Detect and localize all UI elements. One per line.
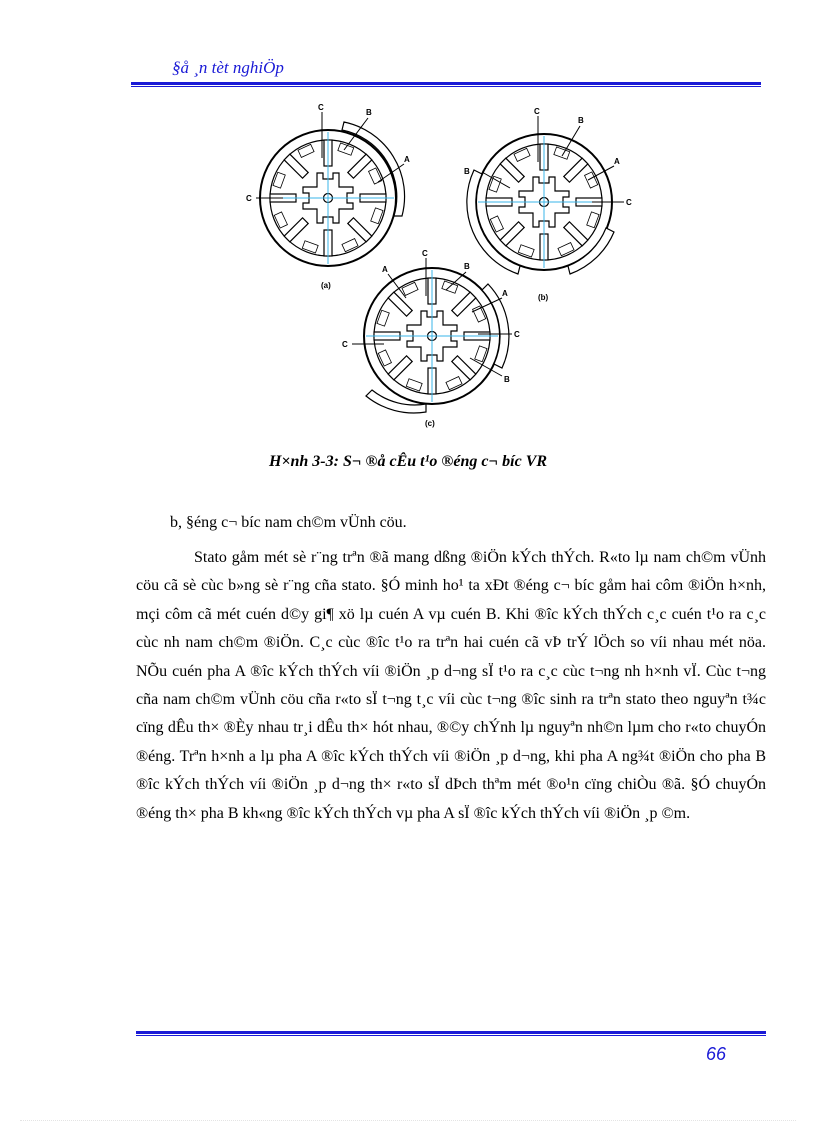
motor-c-label-c2: C bbox=[514, 330, 520, 339]
figure-caption: H×nh 3-3: S¬ ®å cÊu t¹o ®éng c¬ bíc VR bbox=[268, 453, 548, 470]
motor-c-label-a: A bbox=[382, 265, 388, 274]
motor-b-label-c2: C bbox=[626, 198, 632, 207]
motor-c-label-c3: C bbox=[342, 340, 348, 349]
motor-c-label-b2: B bbox=[504, 375, 510, 384]
motor-a bbox=[246, 103, 410, 290]
section-heading: b, §éng c¬ bíc nam ch©m vÜnh cöu. bbox=[170, 514, 407, 531]
motor-c-label-c1: C bbox=[422, 249, 428, 258]
motor-b-label-b2: B bbox=[464, 167, 470, 176]
body-paragraph: Stato gåm mét sè r¨ng trªn ®ã mang dßng ®iÖn kÝch thÝch. R«to lµ nam ch©m vÜnh cöu cã sè cùc b»ng sè r¨ng cña stato. §Ó minh ho¹ ta xÐt ®éng c¬ bíc gåm hai côm ®iÖn h×nh, mçi côm cã mét cuén d©y gi¶ xö lµ cuén A vµ cuén B. Khi ®îc kÝch thÝch c¸c cuén t¹o ra c¸c cùc nh nam ch©m ®iÖn. C¸c cùc ®îc t¹o ra trªn hai cuén cã vÞ trÝ lÖch so víi nhau mét nöa. NÕu cuén pha A ®îc kÝch thÝch víi ®iÖn ¸p d¬ng sÏ t¹o ra c¸c cùc t¬ng nh h×nh vÏ. Cùc t¬ng cña nam ch©m vÜnh cöu cña r«to sÏ t¬ng t¸c víi cùc t¬ng ®îc sinh ra trªn stato theo nguyªn t¾c cïng dÊu th× ®Èy nhau tr¸i dÊu th× hót nhau, ®©y chÝnh lµ nguyªn nh©n lµm cho r«to chuyÓn ®éng. Trªn h×nh a lµ pha A ®îc kÝch thÝch víi ®iÖn ¸p d¬ng, khi pha A ng¾t ®iÖn cho pha B ®îc kÝch thÝch víi ®iÖn ¸p d¬ng th× r«to sÏ dÞch thªm mét ®o¹n cïng chiÒu ®ã. §Ó chuyÓn ®éng th× pha B kh«ng ®îc kÝch thÝch vµ pha A sÏ ®îc kÝch thÝch víi ®iÖn ¸p ©m. bbox=[136, 549, 766, 822]
page-number: 66 bbox=[706, 1044, 727, 1064]
motor-a-sub-label: (a) bbox=[321, 281, 331, 290]
page-bottom-border bbox=[20, 1120, 796, 1121]
footer-rule bbox=[136, 1031, 766, 1036]
motor-c bbox=[342, 249, 520, 428]
motor-b-sub-label: (b) bbox=[538, 293, 549, 302]
motor-c-sub-label: (c) bbox=[425, 419, 435, 428]
motor-b bbox=[464, 107, 632, 302]
stepper-motor-figure bbox=[236, 103, 656, 430]
motor-a-label-a: A bbox=[404, 155, 410, 164]
motor-b-label-b1: B bbox=[578, 116, 584, 125]
motor-a-label-c2: C bbox=[246, 194, 252, 203]
motor-c-label-a2: A bbox=[502, 289, 508, 298]
motor-b-label-c1: C bbox=[534, 107, 540, 116]
motor-b-label-a: A bbox=[614, 157, 620, 166]
page-header-title: §å ¸n tèt nghiÖp bbox=[172, 58, 284, 77]
motor-c-label-b1: B bbox=[464, 262, 470, 271]
motor-a-label-c1: C bbox=[318, 103, 324, 112]
header-rule bbox=[131, 82, 761, 87]
motor-a-label-b: B bbox=[366, 108, 372, 117]
